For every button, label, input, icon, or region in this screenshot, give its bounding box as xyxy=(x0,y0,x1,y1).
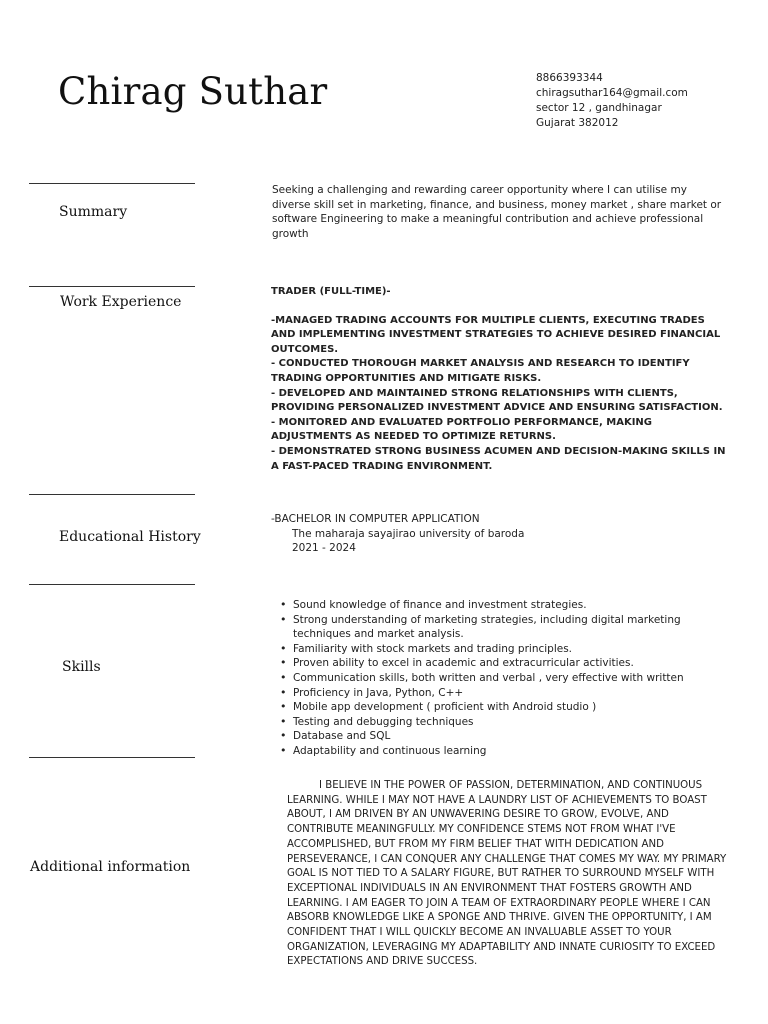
contact-address-line2: Gujarat 382012 xyxy=(536,117,619,129)
section-label-education: Educational History xyxy=(59,529,201,545)
education-years: 2021 - 2024 xyxy=(292,542,356,555)
section-divider-additional xyxy=(29,757,195,758)
education-degree: -BACHELOR IN COMPUTER APPLICATION xyxy=(271,513,480,525)
skill-item: • Sound knowledge of finance and investment strategies. xyxy=(293,598,738,613)
contact-address-line1: sector 12 , gandhinagar xyxy=(536,102,662,114)
section-label-additional: Additional information xyxy=(30,859,191,875)
skill-item: • Strong understanding of marketing strategies, including digital marketing techniques and market analysis. xyxy=(293,613,738,642)
work-experience-block xyxy=(271,285,726,474)
section-divider-summary xyxy=(29,183,195,184)
education-block xyxy=(271,512,524,556)
summary-line: Seeking a challenging and rewarding career opportunity where I can utilise my xyxy=(272,184,687,196)
section-label-work: Work Experience xyxy=(60,294,182,310)
skill-item: • Familiarity with stock markets and trading principles. xyxy=(293,642,738,657)
skill-item: • Adaptability and continuous learning xyxy=(293,744,738,759)
additional-information-text: I BELIEVE IN THE POWER OF PASSION, DETERMINATION, AND CONTINUOUS LEARNING. WHILE I MAY NOT HAVE A LAUNDRY LIST OF ACHIEVEMENTS TO BOAST ABOUT, I AM DRIVEN BY AN UNWAVERING DESIRE TO GROW, EVOLVE, AND CONTRIBUTE MEANINGFULLY. MY CONFIDENCE STEMS NOT FROM WHAT I'VE ACCOMPLISHED, BUT FROM MY FIRM BELIEF THAT WITH DEDICATION AND PERSEVERANCE, I CAN CONQUER ANY CHALLENGE THAT COMES MY WAY. MY PRIMARY GOAL IS NOT TIED TO A SALARY FIGURE, BUT RATHER TO SURROUND MYSELF WITH EXCEPTIONAL INDIVIDUALS IN AN ENVIRONMENT THAT FOSTERS GROWTH AND LEARNING. I AM EAGER TO JOIN A TEAM OF EXTRAORDINARY PEOPLE WHERE I CAN ABSORB KNOWLEDGE LIKE A SPONGE AND THRIVE. GIVEN THE OPPORTUNITY, I AM CONFIDENT THAT I WILL QUICKLY BECOME AN INVALUABLE ASSET TO YOUR ORGANIZATION, LEVERAGING MY ADAPTABILITY AND INNATE CURIOSITY TO EXCEED EXPECTATIONS AND DRIVE SUCCESS. xyxy=(287,780,727,968)
resume-name: Chirag Suthar xyxy=(58,70,328,113)
summary-text xyxy=(272,183,722,241)
work-line: ADJUSTMENTS AS NEEDED TO OPTIMIZE RETURNS. xyxy=(271,431,556,443)
job-title: TRADER (FULL-TIME)- xyxy=(271,286,391,297)
work-line: -MANAGED TRADING ACCOUNTS FOR MULTIPLE CLIENTS, EXECUTING TRADES xyxy=(271,314,705,326)
contact-phone: 8866393344 xyxy=(536,72,603,84)
contact-email: chiragsuthar164@gmail.com xyxy=(536,87,688,99)
section-divider-education xyxy=(29,494,195,495)
skill-item: • Communication skills, both written and verbal , very effective with written xyxy=(293,671,738,686)
skills-list xyxy=(278,598,738,759)
section-divider-work xyxy=(29,286,195,287)
work-line: A FAST-PACED TRADING ENVIRONMENT. xyxy=(271,460,493,472)
summary-line: software Engineering to make a meaningful contribution and achieve professional xyxy=(272,213,704,226)
section-label-skills: Skills xyxy=(62,659,101,675)
section-divider-skills xyxy=(29,584,195,585)
skill-item: • Mobile app development ( proficient with Android studio ) xyxy=(293,700,738,715)
skill-item: • Database and SQL xyxy=(293,729,738,744)
skill-item: • Proficiency in Java, Python, C++ xyxy=(293,686,738,701)
work-line: - DEVELOPED AND MAINTAINED STRONG RELATIONSHIPS WITH CLIENTS, xyxy=(271,387,678,399)
skill-item: • Testing and debugging techniques xyxy=(293,715,738,730)
work-line: - CONDUCTED THOROUGH MARKET ANALYSIS AND RESEARCH TO IDENTIFY xyxy=(271,358,690,370)
contact-block xyxy=(536,71,688,131)
summary-line: diverse skill set in marketing, finance, and business, money market , share market or xyxy=(272,198,722,211)
work-line: - DEMONSTRATED STRONG BUSINESS ACUMEN AND DECISION-MAKING SKILLS IN xyxy=(271,445,726,457)
work-line: OUTCOMES. xyxy=(271,343,339,355)
skill-item: • Proven ability to excel in academic and extracurricular activities. xyxy=(293,656,738,671)
summary-line: growth xyxy=(272,227,309,240)
work-line: AND IMPLEMENTING INVESTMENT STRATEGIES TO ACHIEVE DESIRED FINANCIAL xyxy=(271,329,721,341)
work-line: - MONITORED AND EVALUATED PORTFOLIO PERFORMANCE, MAKING xyxy=(271,416,653,428)
work-line: TRADING OPPORTUNITIES AND MITIGATE RISKS. xyxy=(271,372,542,384)
section-label-summary: Summary xyxy=(59,204,128,220)
work-line: PROVIDING PERSONALIZED INVESTMENT ADVICE AND ENSURING SATISFACTION. xyxy=(271,402,723,414)
education-institution: The maharaja sayajirao university of baroda xyxy=(292,527,525,540)
